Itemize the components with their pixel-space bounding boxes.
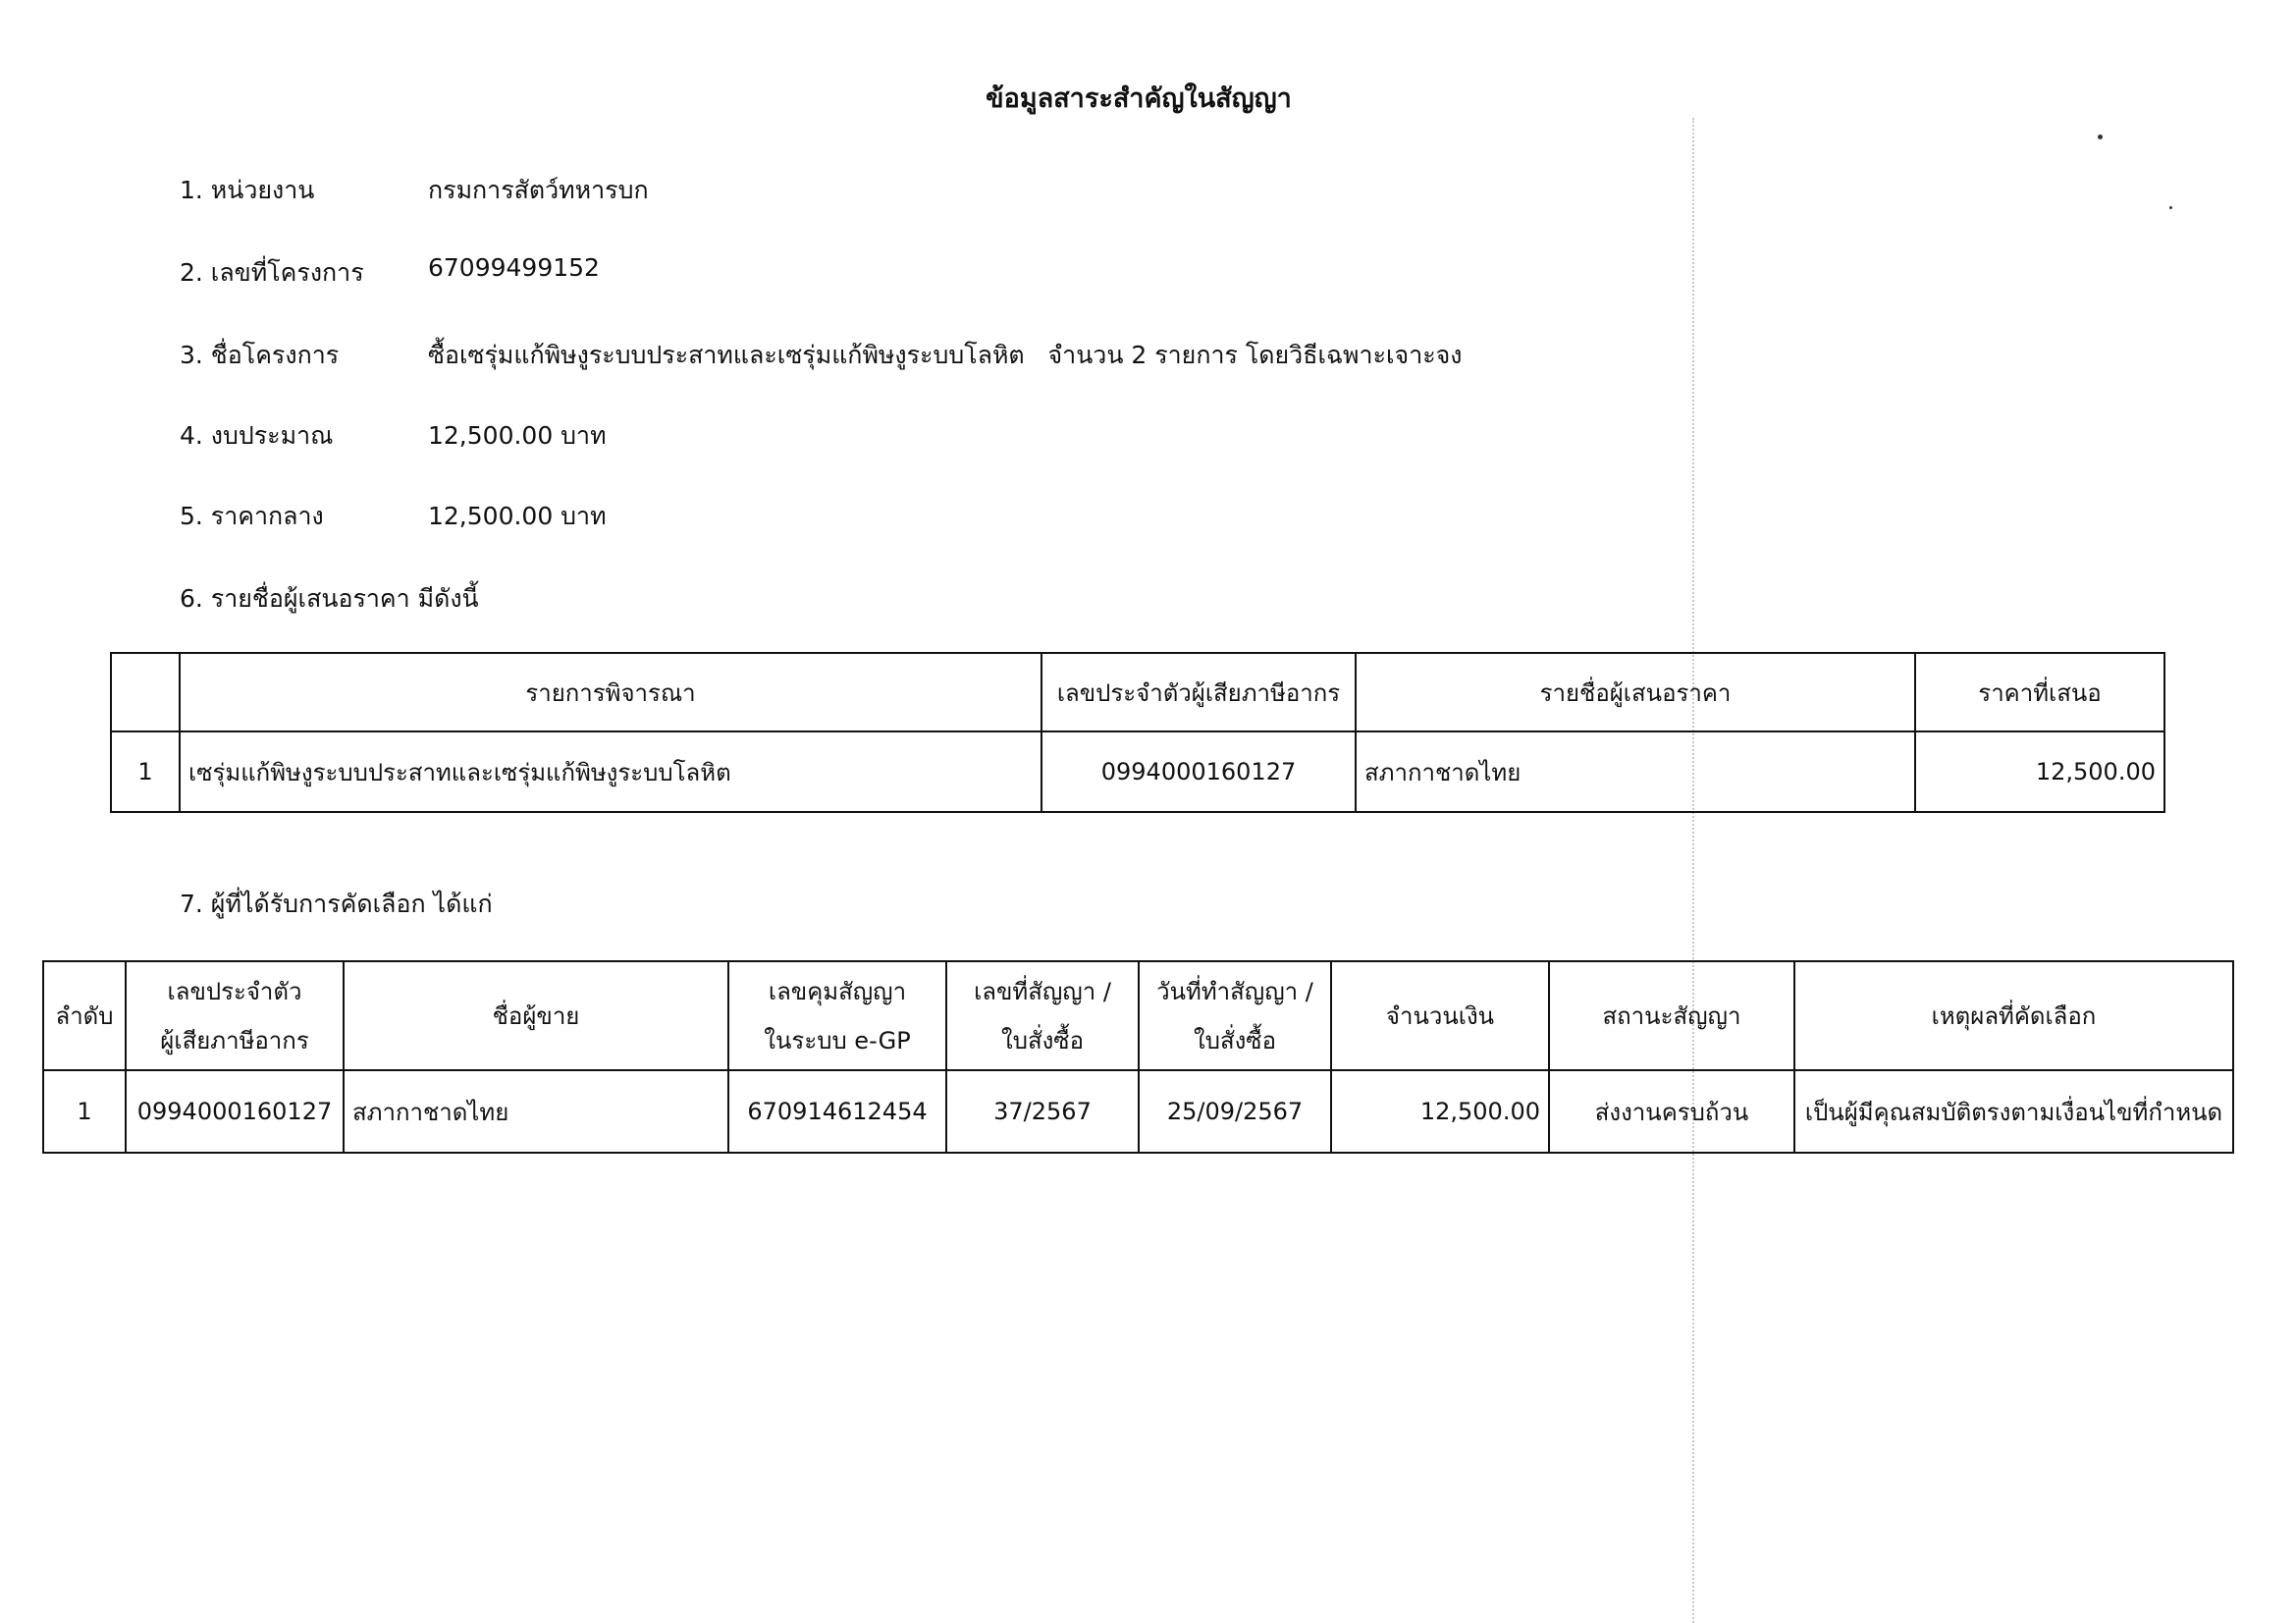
cell-contract-date: 25/09/2567 (1139, 1070, 1331, 1153)
cell-status: ส่งงานครบถ้วน (1549, 1070, 1794, 1153)
section-6-label: 6. รายชื่อผู้เสนอราคา มีดังนี้ (180, 584, 479, 613)
header-line: เลขประจำตัว (167, 977, 302, 1005)
col-header-item: รายการพิจารณา (180, 653, 1041, 731)
col-header-reason: เหตุผลที่คัดเลือก (1794, 961, 2233, 1070)
field-label: 2. เลขที่โครงการ (180, 258, 364, 287)
cell-price: 12,500.00 (1915, 731, 2164, 812)
cell-bidder: สภากาชาดไทย (1356, 731, 1915, 812)
col-header-amount: จำนวนเงิน (1331, 961, 1549, 1070)
col-header-seller: ชื่อผู้ขาย (344, 961, 728, 1070)
cell-seller: สภากาชาดไทย (344, 1070, 728, 1153)
cell-item: เซรุ่มแก้พิษงูระบบประสาทและเซรุ่มแก้พิษงูระบบโลหิต (180, 731, 1041, 812)
field-value: ซื้อเซรุ่มแก้พิษงูระบบประสาทและเซรุ่มแก้พิษงูระบบโลหิต จำนวน 2 รายการ โดยวิธีเฉพาะเจาะจง (428, 341, 1463, 369)
col-header-no (111, 653, 180, 731)
field-value: 12,500.00 บาท (428, 421, 607, 450)
col-header-status: สถานะสัญญา (1549, 961, 1794, 1070)
header-line: เลขคุมสัญญา (768, 977, 907, 1005)
col-header-contract-no (946, 961, 1139, 1070)
table-header-row (111, 653, 2164, 731)
header-line: ผู้เสียภาษีอากร (160, 1026, 309, 1055)
header-line: เลขที่สัญญา / (974, 977, 1111, 1005)
header-line: วันที่ทำสัญญา / (1156, 977, 1313, 1005)
cell-contract-no: 37/2567 (946, 1070, 1139, 1153)
cell-tax-id: 0994000160127 (126, 1070, 344, 1153)
field-value: กรมการสัตว์ทหารบก (428, 176, 649, 204)
col-header-price: ราคาที่เสนอ (1915, 653, 2164, 731)
col-header-control-no (728, 961, 946, 1070)
field-value: 67099499152 (428, 253, 600, 282)
field-value: 12,500.00 บาท (428, 502, 607, 530)
header-line: ใบสั่งซื้อ (1193, 1026, 1277, 1055)
field-label: 3. ชื่อโครงการ (180, 341, 340, 369)
field-label: 5. ราคากลาง (180, 502, 324, 530)
col-header-tax-id (126, 961, 344, 1070)
cell-control-no: 670914612454 (728, 1070, 946, 1153)
cell-reason: เป็นผู้มีคุณสมบัติตรงตามเงื่อนไขที่กำหนด (1794, 1070, 2233, 1153)
header-line: ใบสั่งซื้อ (1000, 1026, 1085, 1055)
scan-speck (2169, 206, 2172, 209)
scan-speck (2098, 135, 2103, 139)
col-header-bidder: รายชื่อผู้เสนอราคา (1356, 653, 1915, 731)
table-header-row (43, 961, 2233, 1070)
section-7-label: 7. ผู้ที่ได้รับการคัดเลือก ได้แก่ (180, 890, 493, 918)
table-row (111, 731, 2164, 812)
page-fold-line (1692, 118, 1694, 1623)
table-row (43, 1070, 2233, 1153)
field-label: 4. งบประมาณ (180, 421, 334, 450)
cell-amount: 12,500.00 (1331, 1070, 1549, 1153)
col-header-contract-date (1139, 961, 1331, 1070)
selected-vendor-table (42, 960, 2234, 1154)
document-title: ข้อมูลสาระสำคัญในสัญญา (986, 83, 1292, 114)
cell-tax-id: 0994000160127 (1041, 731, 1356, 812)
cell-no: 1 (111, 731, 180, 812)
header-line: ในระบบ e-GP (764, 1026, 911, 1055)
field-label: 1. หน่วยงาน (180, 176, 315, 204)
bidders-table (110, 652, 2165, 813)
cell-no: 1 (43, 1070, 126, 1153)
col-header-tax-id: เลขประจำตัวผู้เสียภาษีอากร (1041, 653, 1356, 731)
col-header-no: ลำดับ (43, 961, 126, 1070)
